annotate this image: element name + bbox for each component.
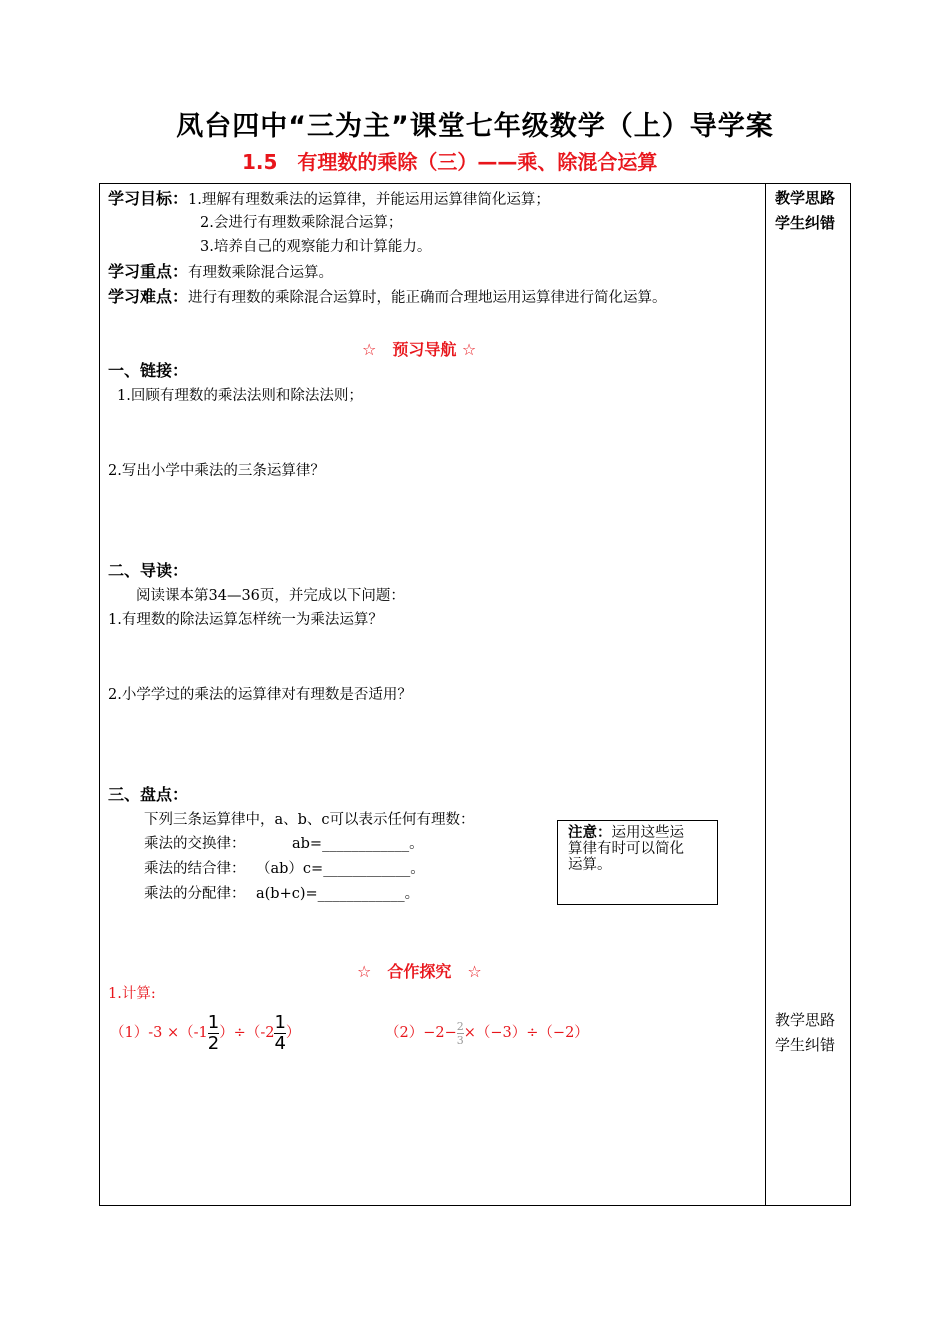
section-link-title: 一、链接： bbox=[108, 361, 189, 380]
law-associative-label: 乘法的结合律： bbox=[144, 861, 246, 877]
summary-intro: 下列三条运算律中，a、b、c可以表示任何有理数： bbox=[144, 812, 475, 828]
side-label-correction: 学生纠错 bbox=[775, 214, 836, 232]
problem-1-fraction-1: $\frac{1}{2}$ bbox=[207, 1011, 220, 1054]
law-commutative-expr: ab=____________。 bbox=[292, 836, 424, 852]
focus-label: 学习重点： bbox=[108, 262, 189, 281]
difficulty-text: 进行有理数的乘除混合运算时，能正确而合理地运用运算律进行简化运算。 bbox=[188, 290, 667, 306]
focus-row bbox=[108, 262, 333, 283]
goals-label: 学习目标： bbox=[108, 189, 189, 208]
goals-row-1 bbox=[108, 189, 550, 210]
column-divider bbox=[765, 183, 766, 1206]
goal-item-1: 1.理解有理数乘法的运算律，并能运用运算律简化运算； bbox=[188, 192, 550, 208]
problem-1 bbox=[110, 1008, 300, 1058]
link-question-1: 1.回顾有理数的乘法法则和除法法则； bbox=[117, 388, 363, 404]
difficulty-row bbox=[108, 287, 667, 308]
problem-1-mid: ）÷（-2 bbox=[219, 1025, 275, 1041]
focus-text: 有理数乘除混合运算。 bbox=[188, 265, 334, 281]
note-label: 注意： bbox=[568, 825, 612, 841]
side-label-teaching-idea: 教学思路 bbox=[775, 189, 836, 207]
problem-1-suffix: ） bbox=[285, 1025, 301, 1041]
explore-heading: ☆ 合作探究 ☆ bbox=[357, 962, 482, 981]
page-title: 凤台四中“三为主”课堂七年级数学（上）导学案 bbox=[176, 111, 774, 142]
side-label-teaching-idea-2: 教学思路 bbox=[775, 1011, 836, 1029]
link-question-2: 2.写出小学中乘法的三条运算律？ bbox=[108, 463, 325, 479]
problem-2 bbox=[385, 1008, 589, 1058]
law-distributive-label: 乘法的分配律： bbox=[144, 886, 246, 902]
explore-task-label: 1.计算: bbox=[108, 986, 156, 1002]
note-text-2: 算律有时可以简化 bbox=[568, 841, 684, 857]
law-associative-expr: （ab）c=____________。 bbox=[256, 861, 425, 877]
guide-question-1: 1.有理数的除法运算怎样统一为乘法运算？ bbox=[108, 612, 383, 628]
goal-item-2: 2.会进行有理数乘除混合运算； bbox=[200, 215, 403, 231]
difficulty-label: 学习难点： bbox=[108, 287, 189, 306]
problem-1-prefix: （1）-3 ×（-1 bbox=[110, 1025, 208, 1041]
section-guide-title: 二、导读： bbox=[108, 561, 189, 580]
problem-2-prefix: （2）−2− bbox=[385, 1025, 457, 1041]
guide-intro: 阅读课本第34—36页，并完成以下问题： bbox=[136, 588, 405, 604]
law-distributive-expr: a(b+c)=____________。 bbox=[256, 886, 420, 902]
problem-2-fraction: $\frac{2}{3}$ bbox=[456, 1019, 464, 1047]
note-text-1: 运用这些运 bbox=[611, 825, 684, 841]
goal-item-3: 3.培养自己的观察能力和计算能力。 bbox=[200, 239, 432, 255]
preview-heading: ☆ 预习导航 ☆ bbox=[362, 340, 477, 359]
side-label-correction-2: 学生纠错 bbox=[775, 1036, 836, 1054]
law-commutative-label: 乘法的交换律： bbox=[144, 836, 246, 852]
problem-2-suffix: ×（−3）÷（−2） bbox=[463, 1025, 589, 1041]
note-box bbox=[557, 820, 718, 905]
note-text-3: 运算。 bbox=[568, 857, 612, 873]
section-summary-title: 三、盘点： bbox=[108, 785, 189, 804]
lesson-subtitle: 1.5 有理数的乘除（三）——乘、除混合运算 bbox=[242, 150, 658, 174]
guide-question-2: 2.小学学过的乘法的运算律对有理数是否适用？ bbox=[108, 687, 412, 703]
problem-1-fraction-2: $\frac{1}{4}$ bbox=[274, 1011, 286, 1054]
